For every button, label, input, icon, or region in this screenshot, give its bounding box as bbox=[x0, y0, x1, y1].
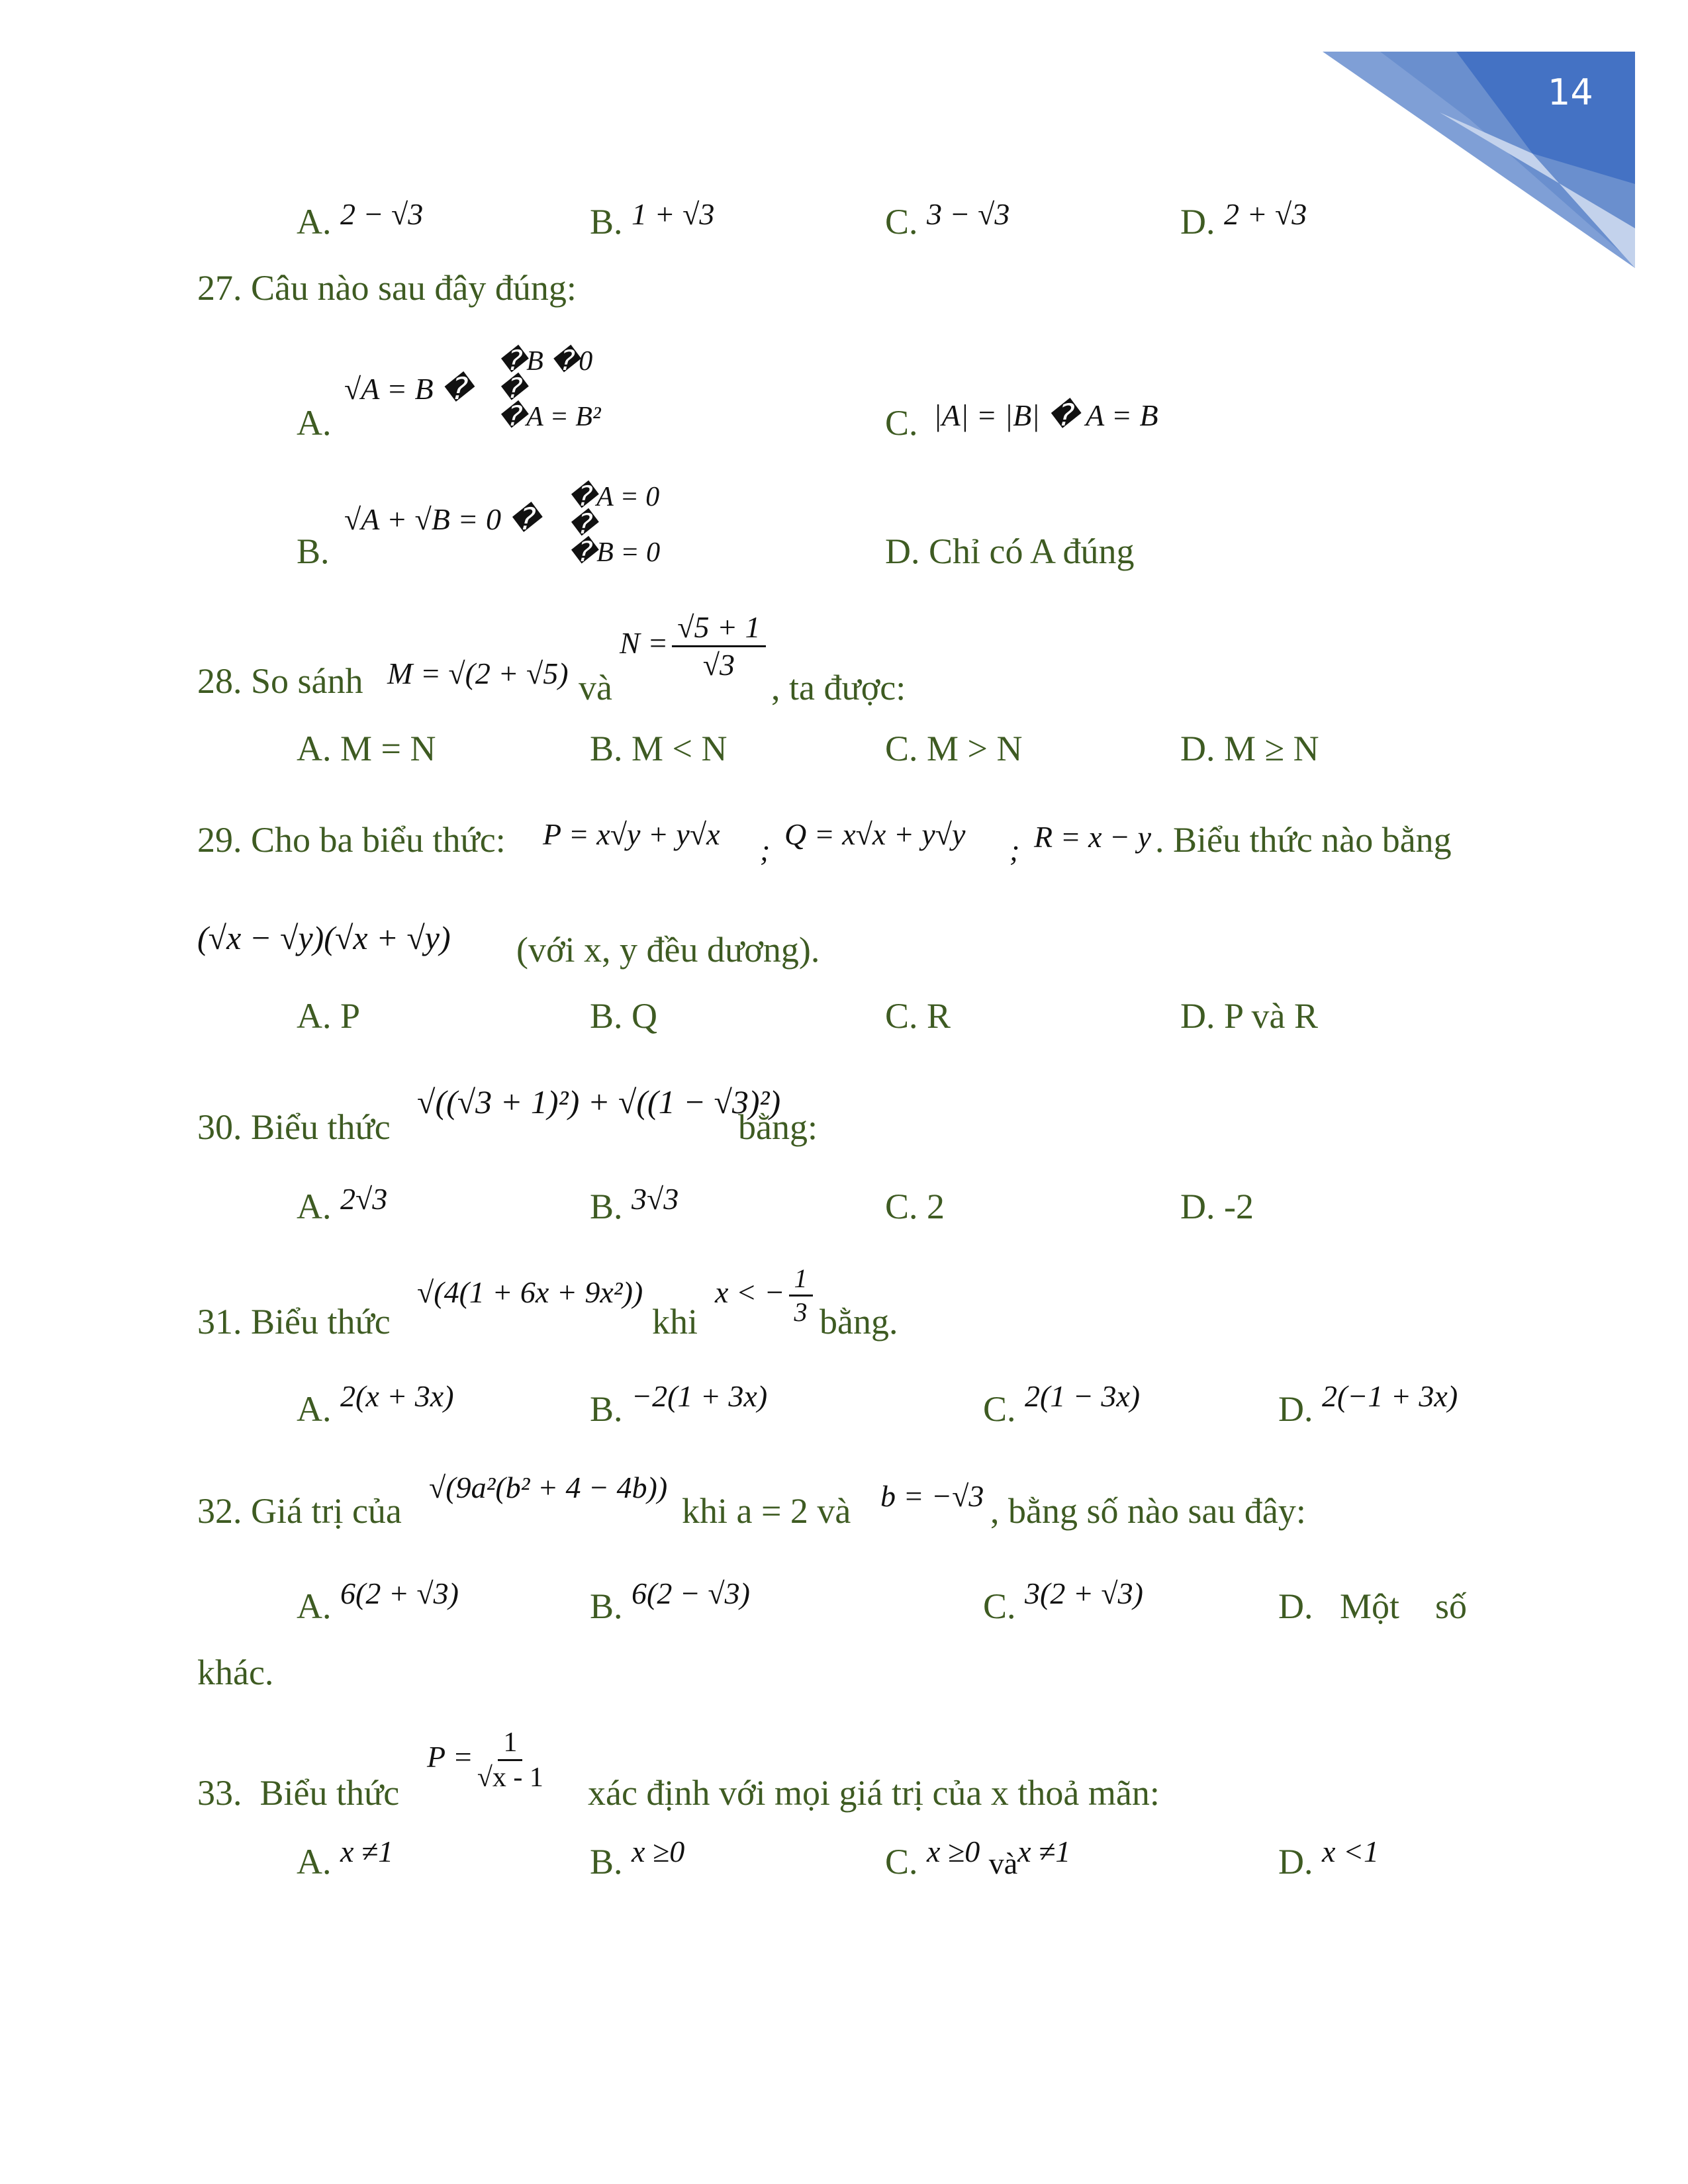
q31-prefix: 31. Biểu thức bbox=[197, 1302, 391, 1342]
q29-r-expression: R = x − y bbox=[1034, 820, 1152, 854]
q30-option-d: D. -2 bbox=[1180, 1187, 1254, 1226]
q28-and: và bbox=[579, 668, 612, 707]
q31-option-c: C. 2(1 − 3x) bbox=[983, 1379, 1141, 1429]
q32-suffix: , bằng số nào sau đây: bbox=[990, 1491, 1306, 1531]
q26-option-a: A. 2 − √3 bbox=[297, 197, 424, 242]
q27-option-d: D. Chỉ có A đúng bbox=[885, 531, 1135, 571]
q26-option-b: B. 1 + √3 bbox=[590, 197, 715, 242]
q30-option-c: C. 2 bbox=[885, 1187, 945, 1226]
q27-option-b-system: �A = 0 � �B = 0 bbox=[568, 482, 661, 568]
q30-prefix: 30. Biểu thức bbox=[197, 1107, 391, 1147]
q32-prefix: 32. Giá trị của bbox=[197, 1491, 402, 1531]
q32-option-a: A. 6(2 + √3) bbox=[297, 1576, 459, 1626]
q28-suffix: , ta được: bbox=[771, 668, 906, 707]
q26-option-c: C. 3 − √3 bbox=[885, 197, 1010, 242]
q30-expression: √((√3 + 1)²) + √((1 − √3)²) bbox=[417, 1083, 781, 1120]
q29-separator: ; bbox=[1009, 833, 1020, 867]
q27-option-b-label: B. bbox=[297, 531, 330, 571]
q27-option-a-label: A. bbox=[297, 403, 332, 443]
q32-expression: √(9a²(b² + 4 − 4b)) bbox=[429, 1471, 668, 1504]
q33-option-a: A. x ≠1 bbox=[297, 1835, 394, 1882]
q28-prefix: 28. So sánh bbox=[197, 661, 363, 701]
q32-option-d: D. Một số bbox=[1278, 1586, 1468, 1626]
q27-option-c-math: |A| = |B| � A = B bbox=[933, 398, 1158, 432]
q32-option-c: C. 3(2 + √3) bbox=[983, 1576, 1143, 1626]
q33-suffix: xác định với mọi giá trị của x thoả mãn: bbox=[588, 1773, 1160, 1813]
q29-prefix: 29. Cho ba biểu thức: bbox=[197, 820, 506, 860]
q27-option-a-math: √A = B � bbox=[344, 372, 473, 406]
q33-prefix: 33. Biểu thức bbox=[197, 1773, 400, 1813]
q32-option-d-continuation: khác. bbox=[197, 1653, 274, 1692]
q31-condition: x < − $\frac{1}{3}$ bbox=[715, 1265, 817, 1326]
q29-note: (với x, y đều dương). bbox=[516, 930, 820, 970]
q29-p-expression: P = x√y + y√x bbox=[543, 817, 720, 851]
page-corner-decoration bbox=[0, 0, 1688, 278]
q32-b-value: b = −√3 bbox=[880, 1479, 984, 1513]
q28-m-expression: M = √(2 + √5) bbox=[387, 657, 569, 690]
q29-option-d: D. P và R bbox=[1180, 996, 1319, 1036]
q28-option-b: B. M < N bbox=[590, 729, 727, 768]
q28-option-c: C. M > N bbox=[885, 729, 1023, 768]
q31-expression: √(4(1 + 6x + 9x²)) bbox=[417, 1275, 643, 1309]
q28-n-expression: N = $\frac{√5 + 1}{√3}$ bbox=[620, 612, 770, 680]
q27-question: 27. Câu nào sau đây đúng: bbox=[197, 268, 577, 308]
q30-suffix: bằng: bbox=[738, 1107, 818, 1147]
page-number: 14 bbox=[1548, 71, 1593, 113]
q33-option-d: D. x <1 bbox=[1278, 1835, 1379, 1882]
q33-option-b: B. x ≥0 bbox=[590, 1835, 685, 1882]
q29-separator: ; bbox=[760, 833, 771, 867]
q28-option-d: D. M ≥ N bbox=[1180, 729, 1319, 768]
q32-mid: khi a = 2 và bbox=[682, 1491, 851, 1531]
q27-option-b-math: √A + √B = 0 � bbox=[344, 502, 540, 536]
q33-p-expression: P = $\frac{1}{√x - 1}$ bbox=[427, 1727, 543, 1793]
q31-option-b: B. −2(1 + 3x) bbox=[590, 1379, 768, 1429]
q33-option-c: C. x ≥0 vàx ≠1 bbox=[885, 1835, 1071, 1882]
q32-option-b: B. 6(2 − √3) bbox=[590, 1576, 750, 1626]
q29-expression: (√x − √y)(√x + √y) bbox=[197, 919, 451, 956]
q30-option-b: B. 3√3 bbox=[590, 1182, 679, 1226]
q29-option-c: C. R bbox=[885, 996, 951, 1036]
q31-when: khi bbox=[652, 1302, 698, 1342]
q27-option-c-label: C. bbox=[885, 403, 918, 443]
q31-option-a: A. 2(x + 3x) bbox=[297, 1379, 454, 1429]
q29-option-b: B. Q bbox=[590, 996, 658, 1036]
q29-suffix: . Biểu thức nào bằng bbox=[1155, 820, 1452, 860]
q30-option-a: A. 2√3 bbox=[297, 1182, 388, 1226]
q29-option-a: A. P bbox=[297, 996, 361, 1036]
q28-option-a: A. M = N bbox=[297, 729, 436, 768]
q26-option-d: D. 2 + √3 bbox=[1180, 197, 1307, 242]
q31-suffix: bằng. bbox=[820, 1302, 898, 1342]
q29-q-expression: Q = x√x + y√y bbox=[784, 817, 966, 851]
q31-option-d: D. 2(−1 + 3x) bbox=[1278, 1379, 1458, 1429]
q27-option-a-system: �B �0 � �A = B² bbox=[498, 346, 601, 432]
